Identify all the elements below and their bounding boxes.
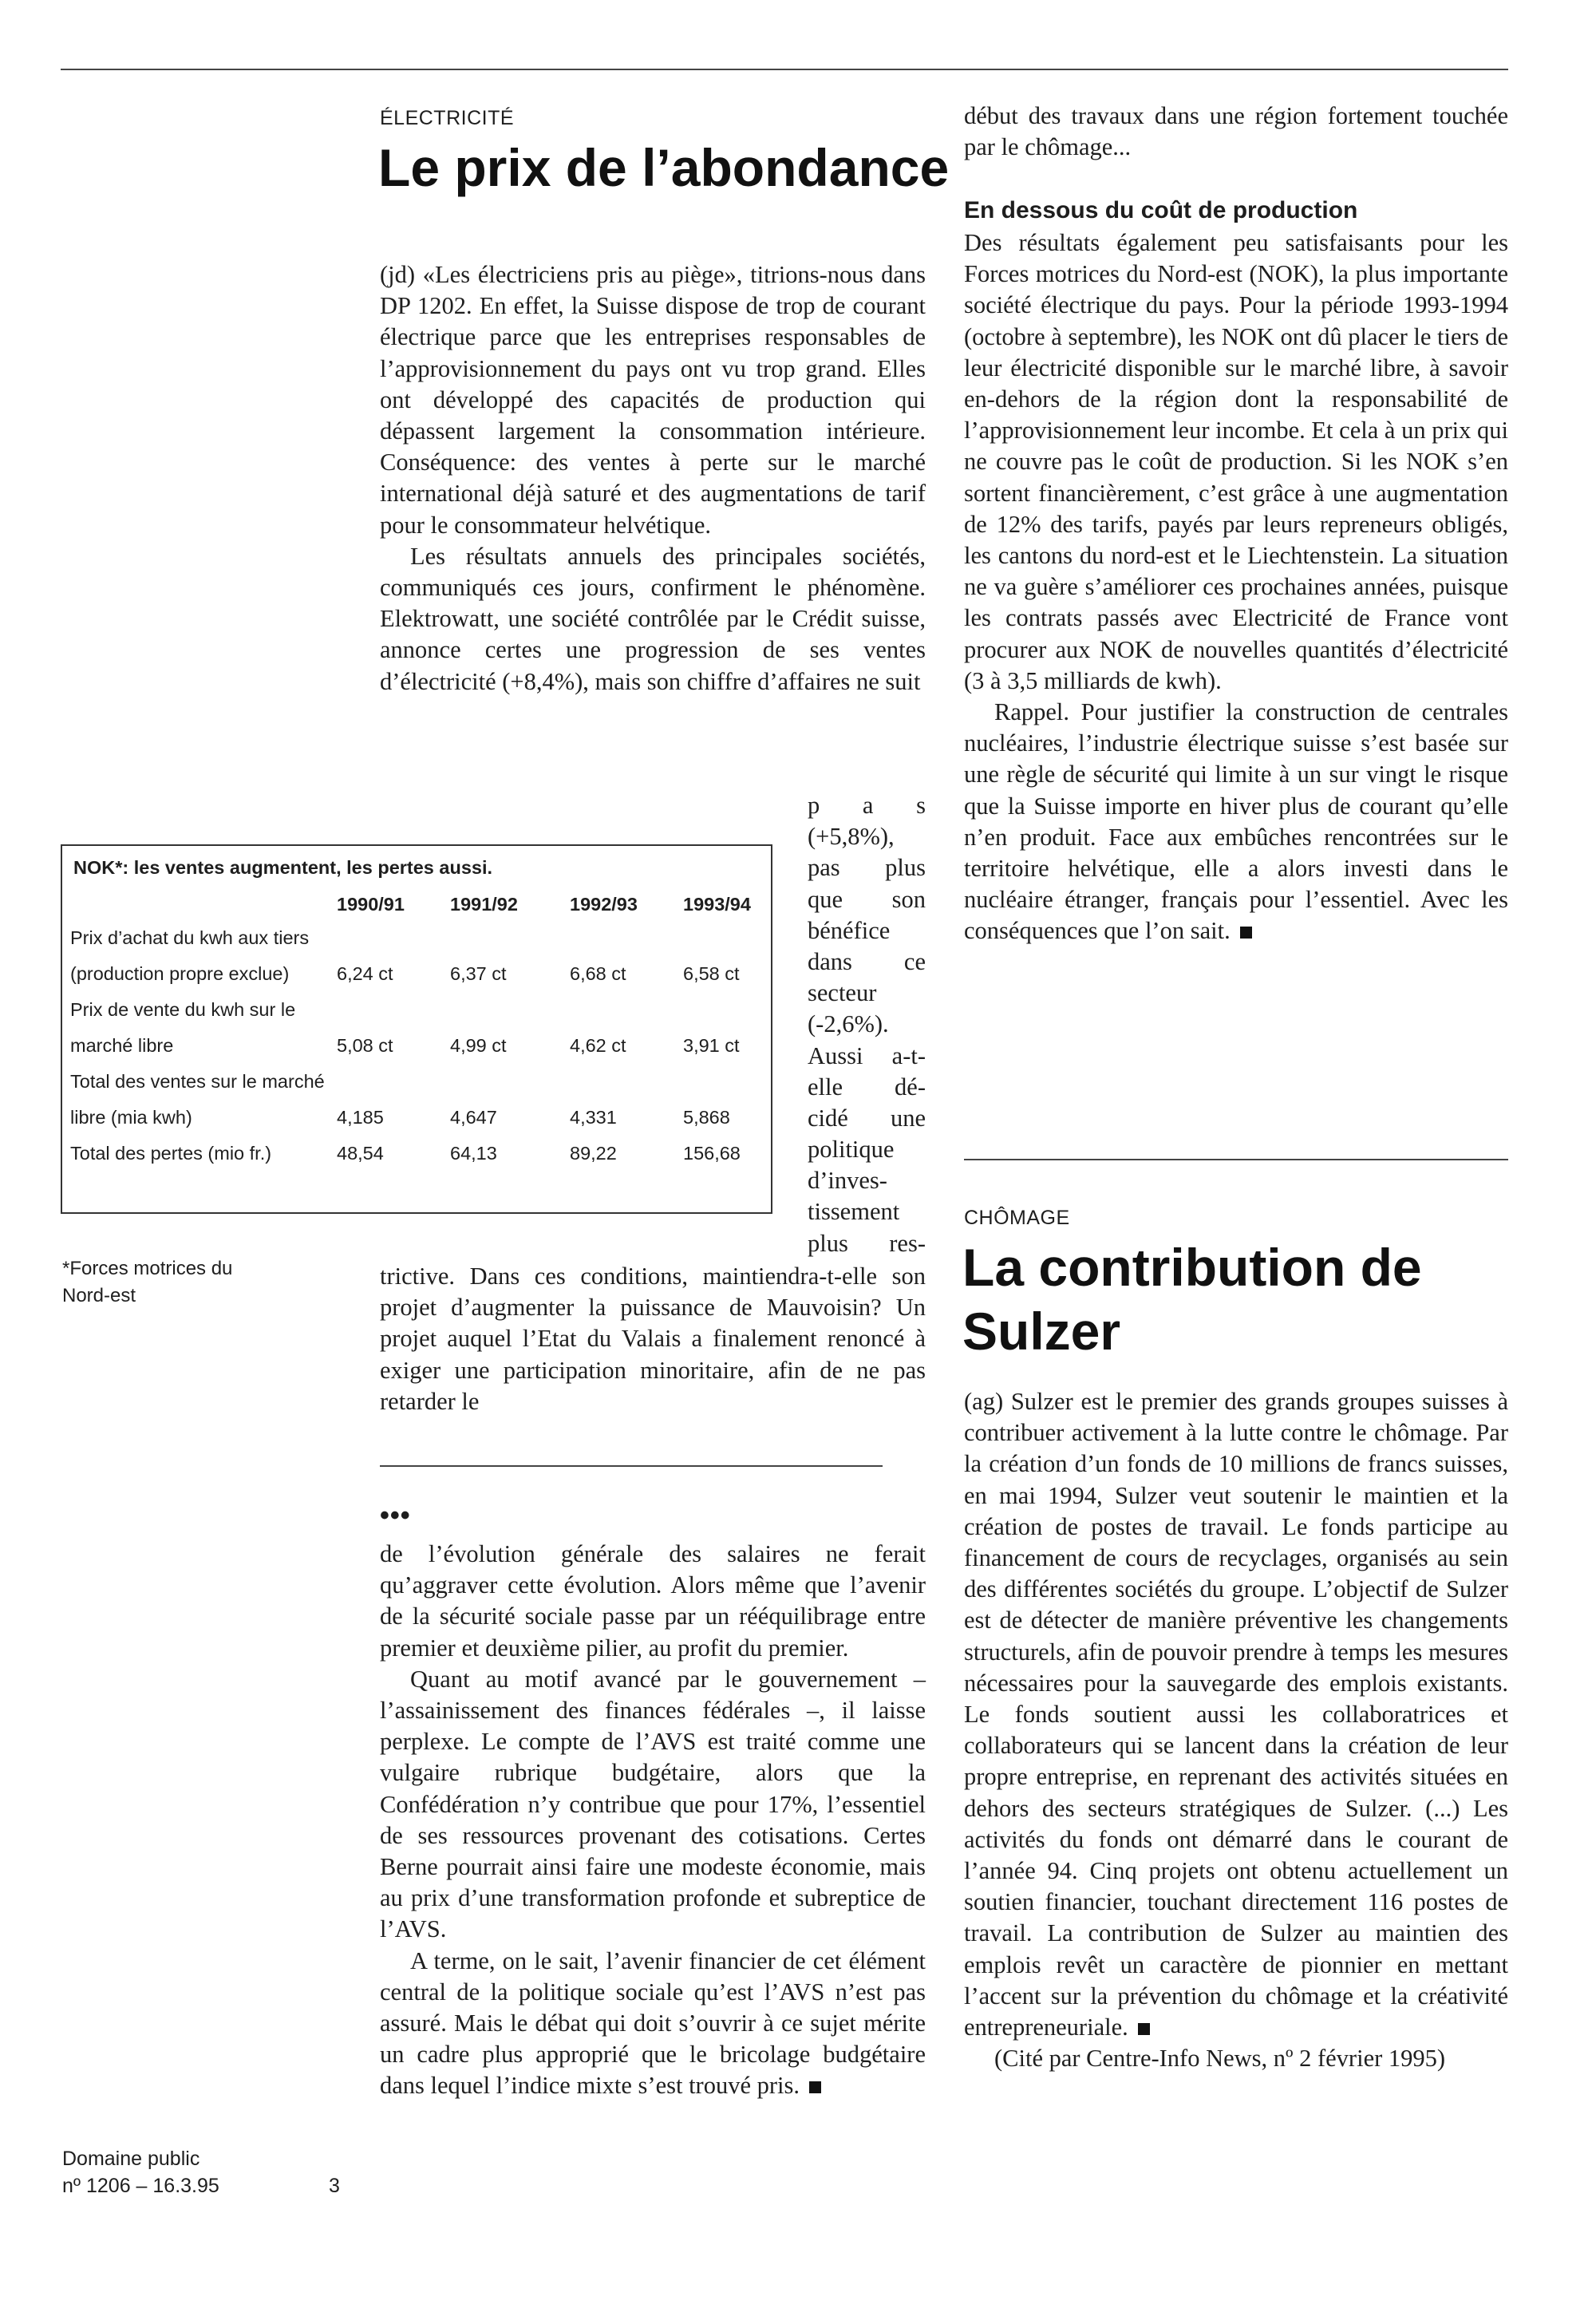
table-cell: 6,37 ct — [450, 963, 507, 984]
end-mark-icon — [1138, 2023, 1150, 2035]
article-body-col1 — [380, 259, 926, 698]
paragraph: Quant au motif avancé par le gouvernement – l’assainissement des finances fédérales –, il laisse perplexe. Le compte de l’AVS est traité comme une vulgaire rubrique budgétaire, alors que la Confédération n’y contribue que pour 17%, l’essentiel de ses ressources provenant des cotisations. Certes Berne pourrait ainsi faire une modeste économie, mais au prix d’une transformation profonde et subreptice de l’AVS. — [380, 1665, 926, 1943]
paragraph: Des résultats également peu satisfaisants pour les Forces motrices du Nord-est (NOK), la plus importante société électrique du pays. Pour la période 1993-1994 (octobre à septembre), les NOK ont dû placer le tiers de leur électricité disponible sur le marché libre, à savoir en-dehors de la région dont la responsabilité de l’approvisionnement leur incombe. Et cela à un prix qui ne couvre pas le coût de production. Si les NOK s’en sortent financièrement, c’est grâce à une augmentation de 12% des tarifs, payés par leurs repreneurs obligés, les cantons du nord-est et le Liechtenstein. La situation ne va guère s’améliorer ces prochaines années, puisque les contrats passés avec Electricité de France vont procurer aux NOK de nouvelles quantités d’électricité (3 à 3,5 milliards de kwh). — [964, 229, 1508, 694]
wrap-line: Aussi a-t- — [808, 1041, 926, 1069]
table-cell: 6,24 ct — [337, 963, 393, 984]
subheading: En dessous du coût de production — [964, 197, 1358, 223]
article-body-col2-main — [964, 227, 1508, 947]
source-citation: (Cité par Centre-Info News, nº 2 février 1995) — [994, 2045, 1446, 2073]
wrap-line: elle dé- — [808, 1073, 926, 1101]
table-cell: 5,08 ct — [337, 1035, 393, 1056]
wrap-line: cidé une — [808, 1104, 926, 1132]
data-table — [67, 887, 772, 1172]
paragraph: trictive. Dans ces conditions, maintiendra-t-elle son projet d’augmenter la puissance de Mauvoisin? Un projet auquel l’Etat du Valais a finalement renoncé à exiger une participation minoritaire, afin de ne pas retarder le — [380, 1263, 926, 1415]
paragraph-text: (ag) Sulzer est le premier des grands groupes suisses à contribuer activement à la lutte contre le chômage. Par la création d’un fonds de 10 millions de francs suisses, en mai 1994, Sulzer veut soutenir le maintien et la création de postes de travail. Le fonds participe au financement de cours de recyclages, organisés au sein des différentes sociétés du groupe. L’objectif de Sulzer est de détecter de manière préventive les changements structurels, afin de pouvoir prendre à temps les mesures nécessaires pour la sauvegarde des emplois existants. Le fonds soutient aussi les collaboratrices et collaborateurs qui se lancent dans la création de leur propre entreprise, en reprenant des activités situées en dehors des secteurs stratégiques de Sulzer. (...) Les activités du fonds ont démarré dans le courant de l’année 94. Cinq projets ont obtenu actuellement un soutien financier, touchant directement 116 postes de travail. La contribution de Sulzer au maintien des emplois revêt un caractère de pionnier en mettant l’accent sur la prévention du chômage et la créativité entrepreneuriale. — [964, 1388, 1508, 2041]
wrap-line: secteur — [808, 979, 877, 1007]
table-cell: 64,13 — [450, 1143, 497, 1164]
paragraph-text: A terme, on le sait, l’avenir financier de cet élément central de la politique sociale qu’est l’AVS n’est pas assuré. Mais le débat qui doit s’ouvrir à ce sujet mérite un cadre plus approprié que le bricolage budgétaire dans lequel l’indice mixte s’est trouvé pris. — [380, 1946, 926, 2100]
table-cell: 3,91 ct — [683, 1035, 740, 1056]
article2-body — [964, 1386, 1508, 2074]
column-header: 1991/92 — [450, 894, 518, 915]
row-label: Prix d’achat du kwh aux tiers (production propre exclue) — [70, 927, 310, 984]
table-caption: NOK*: les ventes augmentent, les pertes aussi. — [73, 857, 493, 878]
wrap-line: (-2,6%). — [808, 1010, 889, 1038]
paragraph — [964, 1386, 1508, 2043]
top-rule — [61, 69, 1508, 70]
end-mark-icon — [1240, 927, 1252, 939]
table-row — [67, 920, 772, 992]
rubric-chomage: CHÔMAGE — [964, 1207, 1070, 1229]
column-header: 1990/91 — [337, 894, 405, 915]
rubric-electricite: ÉLECTRICITÉ — [380, 107, 515, 129]
table-cell: 6,58 ct — [683, 963, 740, 984]
wrap-line: que son — [808, 885, 926, 913]
column-header: 1993/94 — [683, 894, 751, 915]
paragraph-text: Rappel. Pour justifier la construction de centrales nucléaires, l’industrie électrique suisse s’est basée sur une règle de sécurité qui limite à un sur vingt le risque que la Suisse importe en hiver plus de courant qu’elle n’en produit. Face aux embûches rencontrées sur le territoire helvétique, elle a alors investi dans le nucléaire étranger, français pour l’essentiel. Avec les conséquences que l’on sait. — [964, 698, 1508, 945]
table-cell: 4,62 ct — [570, 1035, 626, 1056]
section-rule — [964, 1159, 1508, 1160]
continuation-marker: ••• — [380, 1500, 411, 1531]
wrap-line: plus res- — [808, 1229, 926, 1257]
narrow-wrap-text — [808, 790, 926, 1259]
table-cell: 48,54 — [337, 1143, 384, 1164]
table-cell: 156,68 — [683, 1143, 741, 1164]
table-cell: 4,99 ct — [450, 1035, 507, 1056]
table-cell: 5,868 — [683, 1107, 730, 1128]
paragraph: Les résultats annuels des principales sociétés, communiqués ces jours, confirment le phénomène. Elektrowatt, une société contrôlée par le Crédit suisse, annonce certes une progression de ses ventes d’électricité (+8,4%), mais son chiffre d’affaires ne suit — [380, 542, 926, 695]
wrap-line: d’inves- — [808, 1167, 887, 1195]
paragraph: de l’évolution générale des salaires ne ferait qu’aggraver cette évolution. Alors même que l’avenir de la sécurité sociale passe par un rééquilibrage entre premier et deuxième pilier, au profit du premier. — [380, 1540, 926, 1662]
table-header-row — [67, 887, 772, 920]
paragraph — [380, 1946, 926, 2102]
publication-name: Domaine public — [62, 2148, 200, 2170]
table-cell: 6,68 ct — [570, 963, 626, 984]
wrap-line: dans ce — [808, 947, 926, 975]
wrap-line: pas plus — [808, 854, 926, 882]
row-label: Total des ventes sur le marché libre (mia kwh) — [70, 1071, 325, 1128]
avs-article-body — [380, 1539, 926, 2102]
page-number: 3 — [329, 2175, 340, 2197]
table-row — [67, 992, 772, 1064]
article-title: La contribution de Sulzer — [962, 1238, 1422, 1361]
wrap-line: (+5,8%), — [808, 823, 895, 851]
table-row — [67, 1064, 772, 1136]
paragraph — [964, 697, 1508, 947]
wrap-line: politique — [808, 1136, 895, 1164]
wrap-line: tissement — [808, 1198, 900, 1226]
nok-table — [61, 844, 772, 1214]
table-cell: 4,185 — [337, 1107, 384, 1128]
table-cell: 89,22 — [570, 1143, 617, 1164]
paragraph: début des travaux dans une région fortement touchée par le chômage... — [964, 102, 1508, 161]
table-row — [67, 1136, 772, 1172]
wrap-line: bénéfice — [808, 916, 891, 944]
row-label: Prix de vente du kwh sur le marché libre — [70, 999, 296, 1056]
article-body-col1-end — [380, 1261, 926, 1417]
table-header-empty — [67, 887, 334, 920]
end-mark-icon — [809, 2081, 821, 2093]
wrap-line: p a s — [808, 792, 926, 819]
table-cell: 4,647 — [450, 1107, 497, 1128]
column-header: 1992/93 — [570, 894, 638, 915]
issue-number: nº 1206 – 16.3.95 — [62, 2175, 219, 2197]
paragraph: (jd) «Les électriciens pris au piège», titrions-nous dans DP 1202. En effet, la Suisse dispose de trop de courant électrique parce que les entreprises responsables de l’approvisionnement du pays ont vu trop grand. Elles ont développé des capacités de production qui dépassent largement la consommation intérieure. Conséquence: des ventes à perte sur le marché international déjà saturé et des augmentations de tarif pour le consommateur helvétique. — [380, 261, 926, 539]
row-label: Total des pertes (mio fr.) — [70, 1143, 272, 1164]
article-title: Le prix de l’abondance — [378, 138, 950, 197]
table-cell: 4,331 — [570, 1107, 617, 1128]
table-footnote: *Forces motrices du Nord-est — [62, 1258, 233, 1306]
section-rule — [380, 1465, 883, 1467]
article-body-col2 — [964, 101, 1508, 163]
